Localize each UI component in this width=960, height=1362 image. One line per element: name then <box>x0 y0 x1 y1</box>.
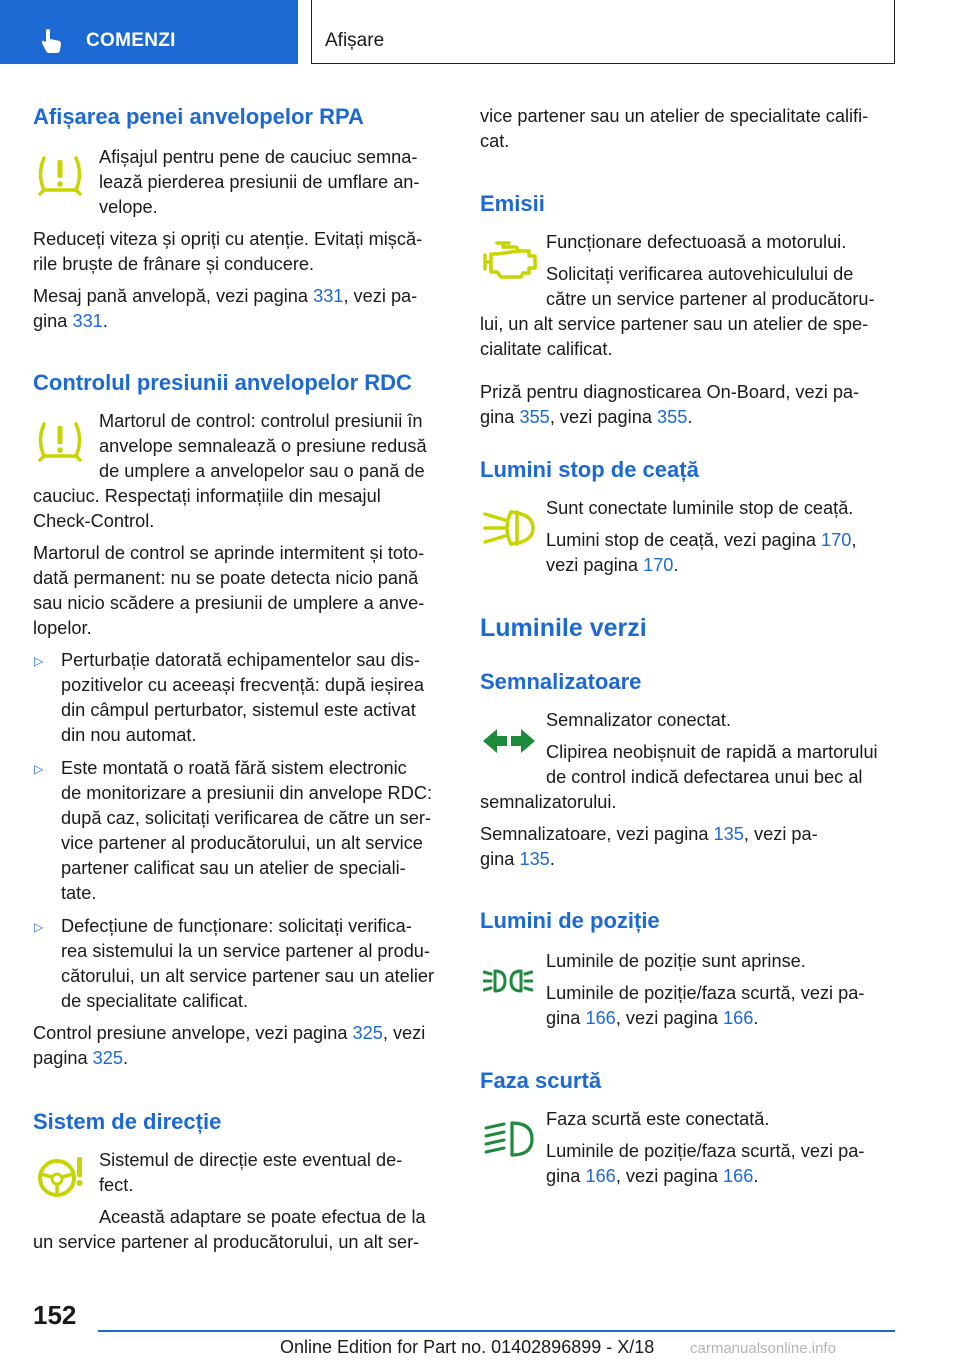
text-line: Martorul de control se aprinde intermitent și toto‐ <box>33 543 425 563</box>
text-line: Perturbație datorată echipamentelor sau dis‐ <box>61 650 420 670</box>
text-span: . <box>102 311 108 331</box>
page-link-331[interactable]: 331 <box>313 286 344 306</box>
triangle-bullet-icon: ▷ <box>34 654 44 668</box>
text-span: . <box>673 555 679 575</box>
footer-edition: Online Edition for Part no. 01402896899 - X/18 <box>280 1337 655 1357</box>
text-line: Luminile de poziție/faza scurtă, vezi pa‐ <box>546 983 865 1003</box>
text-span: vezi pagina <box>546 555 644 575</box>
text-line <box>546 1164 758 1189</box>
footer-rule <box>98 1330 895 1332</box>
triangle-bullet-icon: ▷ <box>34 920 44 934</box>
text-line: dată permanent: nu se poate detecta nicio pană <box>33 568 419 588</box>
text-span: , vezi pa‐ <box>743 824 818 844</box>
text-span: Lumini stop de ceață, vezi pagina <box>546 530 822 550</box>
text-line: cialitate calificat. <box>480 339 613 359</box>
heading-rdc: Controlul presiunii anvelopelor RDC <box>33 370 412 395</box>
text-span: , vezi <box>382 1023 426 1043</box>
page-link-135[interactable]: 135 <box>519 849 550 869</box>
page-link-166[interactable]: 166 <box>722 1166 754 1186</box>
section-label: Afișare <box>325 30 385 51</box>
text-line: Semnalizator conectat. <box>546 710 732 730</box>
text-line: cătorului, un alt service partener sau un atelier <box>61 966 435 986</box>
position-lights-icon <box>483 968 533 994</box>
text-line: lui, un alt service partener sau un atelier de spe‐ <box>480 314 869 334</box>
text-line: de umplere a anvelopelor sau o pană de <box>99 461 425 481</box>
text-line: Afișajul pentru pene de cauciuc semna‐ <box>99 147 418 167</box>
text-line <box>480 405 692 430</box>
heading-emissions: Emisii <box>480 191 545 216</box>
text-line: Faza scurtă este conectată. <box>546 1109 770 1129</box>
text-line: Funcționare defectuoasă a motorului. <box>546 232 847 252</box>
text-span: Control presiune anvelope, vezi pagina <box>33 1023 353 1043</box>
page-link-166[interactable]: 166 <box>585 1166 616 1186</box>
text-span: pagina <box>33 1048 93 1068</box>
text-line <box>480 822 818 847</box>
text-line <box>33 284 417 309</box>
text-span: , vezi pagina <box>615 1166 723 1186</box>
heading-steering: Sistem de direcție <box>33 1109 222 1134</box>
text-line: de specialitate calificat. <box>61 991 249 1011</box>
pointing-hand-icon <box>40 28 64 54</box>
steering-warning-icon <box>35 1153 87 1201</box>
text-line: Sistemul de direcție este eventual de‐ <box>99 1150 403 1170</box>
page-link-355[interactable]: 355 <box>656 407 688 427</box>
text-span: gina <box>480 849 520 869</box>
tire-pressure-warning-icon <box>35 152 85 196</box>
turn-signal-icon <box>482 726 536 756</box>
text-line <box>480 847 555 872</box>
text-line: tate. <box>61 883 97 903</box>
page-link-331[interactable]: 331 <box>72 311 103 331</box>
text-line: după caz, solicitați verificarea de către un ser‐ <box>61 808 431 828</box>
page-number: 152 <box>33 1300 77 1330</box>
text-span: gina <box>33 311 73 331</box>
text-line: de control indică defectarea unui bec al <box>546 767 863 787</box>
text-span: . <box>549 849 555 869</box>
text-span: Mesaj pană anvelopă, vezi pagina <box>33 286 314 306</box>
text-line: Check-Control. <box>33 511 155 531</box>
low-beam-icon <box>484 1120 534 1158</box>
watermark: carmanualsonline.info <box>690 1340 836 1357</box>
chapter-tab[interactable] <box>0 0 298 64</box>
rear-fog-light-icon <box>483 508 535 548</box>
text-line: vice partener al producătorului, un alt service <box>61 833 423 853</box>
text-span: . <box>123 1048 129 1068</box>
text-span: , vezi pa‐ <box>343 286 418 306</box>
text-span: gina <box>480 407 520 427</box>
heading-turn-signals: Semnalizatoare <box>480 669 642 694</box>
text-span: gina <box>546 1166 586 1186</box>
text-line: Este montată o roată fără sistem electronic <box>61 758 407 778</box>
text-line: lopelor. <box>33 618 92 638</box>
heading-rear-fog: Lumini stop de ceață <box>480 457 699 482</box>
text-line: rile bruște de frânare și conducere. <box>33 254 315 274</box>
text-line: velope. <box>99 197 158 217</box>
heading-green-lights: Luminile verzi <box>480 614 647 642</box>
text-line: Luminile de poziție/faza scurtă, vezi pa‐ <box>546 1141 865 1161</box>
text-span: gina <box>546 1008 586 1028</box>
text-line: din câmpul perturbator, sistemul este activat <box>61 700 416 720</box>
text-line: Solicitați verificarea autovehiculului de <box>546 264 854 284</box>
text-span: . <box>753 1008 759 1028</box>
check-engine-icon <box>483 240 539 280</box>
text-line <box>33 1046 128 1071</box>
text-line: cat. <box>480 131 510 151</box>
text-line: pozitivelor cu aceeași frecvență: după ieșirea <box>61 675 424 695</box>
page-link-355[interactable]: 355 <box>519 407 550 427</box>
page-link-135[interactable]: 135 <box>713 824 744 844</box>
text-span: . <box>753 1166 759 1186</box>
text-line <box>33 1021 425 1046</box>
triangle-bullet-icon: ▷ <box>34 762 44 776</box>
text-span: , vezi pagina <box>549 407 657 427</box>
page-link-170[interactable]: 170 <box>643 555 674 575</box>
text-line: Reduceți viteza și opriți cu atenție. Evitați mișcă‐ <box>33 229 423 249</box>
page-link-166[interactable]: 166 <box>585 1008 616 1028</box>
text-line: lează pierderea presiunii de umflare an‐ <box>99 172 420 192</box>
page-link-325[interactable]: 325 <box>352 1023 383 1043</box>
text-line: de monitorizare a presiunii din anvelope RDC: <box>61 783 433 803</box>
section-header <box>311 0 895 64</box>
text-line: sau nicio scădere a presiunii de umplere a anve‐ <box>33 593 425 613</box>
text-line: Defecțiune de funcționare: solicitați verifica‐ <box>61 916 412 936</box>
heading-rpa: Afișarea penei anvelopelor RPA <box>33 104 364 129</box>
text-line: Clipirea neobișnuit de rapidă a martorului <box>546 742 878 762</box>
text-line: Priză pentru diagnosticarea On-Board, vezi pa‐ <box>480 382 860 402</box>
text-line: Martorul de control: controlul presiunii în <box>99 411 423 431</box>
text-line: Această adaptare se poate efectua de la <box>99 1207 426 1227</box>
text-line: către un service partener al producătoru‐ <box>546 289 875 309</box>
text-line <box>546 528 856 553</box>
chapter-tab-label: COMENZI <box>86 30 176 51</box>
page-link-170[interactable]: 170 <box>821 530 852 550</box>
text-line: partener calificat sau un atelier de speciali‐ <box>61 858 406 878</box>
text-span: , vezi pagina <box>615 1008 723 1028</box>
text-line: Luminile de poziție sunt aprinse. <box>546 951 806 971</box>
text-span: , <box>851 530 857 550</box>
text-line <box>33 309 108 334</box>
text-line <box>546 553 679 578</box>
page-link-166[interactable]: 166 <box>722 1008 754 1028</box>
text-line: semnalizatorului. <box>480 792 617 812</box>
text-line: un service partener al producătorului, un alt ser‐ <box>33 1232 420 1252</box>
text-line: fect. <box>99 1175 134 1195</box>
heading-low-beam: Faza scurtă <box>480 1068 602 1093</box>
tire-pressure-warning-icon <box>35 418 85 462</box>
text-line: din nou automat. <box>61 725 197 745</box>
page-link-325[interactable]: 325 <box>92 1048 124 1068</box>
text-line: cauciuc. Respectați informațiile din mesajul <box>33 486 381 506</box>
text-line: rea sistemului la un service partener al produ‐ <box>61 941 430 961</box>
text-span: Semnalizatoare, vezi pagina <box>480 824 714 844</box>
text-line <box>546 1006 758 1031</box>
text-line: Sunt conectate luminile stop de ceață. <box>546 498 854 518</box>
text-span: . <box>687 407 693 427</box>
text-line: vice partener sau un atelier de specialitate califi‐ <box>480 106 869 126</box>
text-line: anvelope semnalează o presiune redusă <box>99 436 427 456</box>
heading-position-lights: Lumini de poziție <box>480 908 660 933</box>
